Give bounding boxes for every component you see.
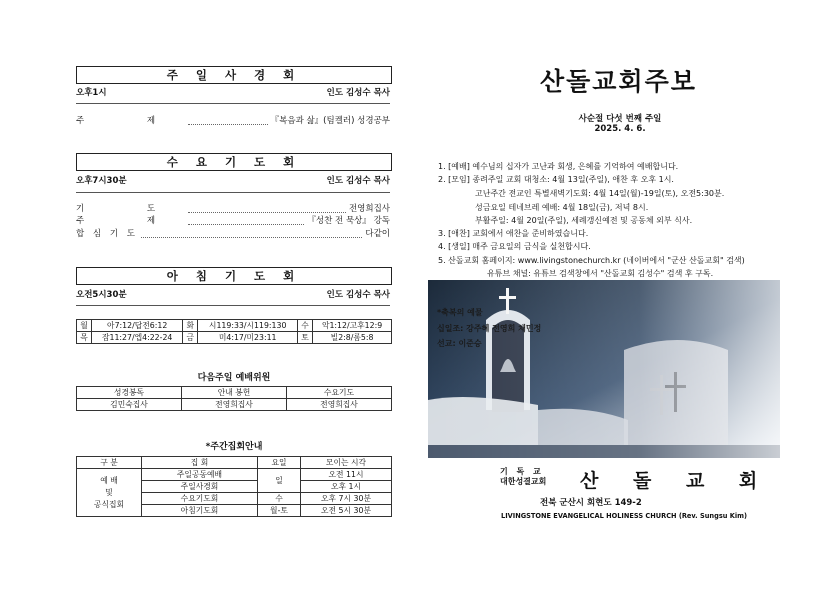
schedule-title: *주간집회안내 [205, 442, 263, 452]
church-address: 전북 군산시 회현도 149-2 [540, 498, 642, 508]
offering-line: 십일조: 강주혜 전영희 채민정 [437, 324, 542, 333]
morning-info [76, 289, 390, 301]
dot-leader [188, 206, 346, 213]
table-row [77, 320, 392, 332]
wednesday-row [76, 203, 390, 215]
wednesday-row [76, 215, 390, 227]
divider [76, 103, 390, 104]
wednesday-info [76, 175, 390, 187]
meeting-day: 일 [258, 469, 301, 493]
value-cell: 전영희집사 [287, 399, 392, 411]
meeting-time: 오후 1시 [301, 481, 392, 493]
next-week-title: 다음주일 예배위원 [197, 373, 271, 383]
header-cell: 집 회 [142, 457, 258, 469]
row-label: 기 도 [76, 204, 186, 214]
reading-cell: 빌2:8/롬5:8 [313, 332, 392, 344]
divider [76, 192, 390, 193]
topic-label: 주 제 [76, 116, 186, 126]
church-english-name: LIVINGSTONE EVANGELICAL HOLINESS CHURCH (Rev. Sungsu Kim) [501, 512, 747, 520]
meeting-name: 수요기도회 [142, 493, 258, 505]
morning-leader: 인도 김성수 목사 [326, 290, 390, 300]
row-value: 다같이 [365, 229, 390, 239]
row-label: 합 심 기 도 [76, 229, 138, 239]
table-row [77, 387, 392, 399]
bulletin-date: 2025. 4. 6. [594, 124, 646, 134]
reading-cell: 아7:12/답전6:12 [92, 320, 183, 332]
sunday-pm-info [76, 87, 390, 99]
meeting-day: 월-토 [258, 505, 301, 517]
next-week-table [76, 386, 392, 411]
denomination-bottom: 대한성결교회 [500, 477, 547, 486]
notice-item: 고난주간 전교인 특별새벽기도회: 4월 14일(월)-19일(토), 오전5:30분. [475, 189, 725, 198]
youtube-notice: 유튜브 채널: 유튜브 검색창에서 "산돌교회 김성수" 검색 후 구독. [487, 269, 714, 278]
offering-title: *축복의 예물 [437, 308, 483, 317]
morning-readings-table [76, 319, 392, 344]
denomination-top: 기 독 교 [500, 467, 544, 476]
day-cell: 월 [77, 320, 92, 332]
wednesday-heading: 수 요 기 도 회 [76, 153, 392, 171]
header-cell: 안내 봉헌 [182, 387, 287, 399]
divider [76, 305, 390, 306]
table-row [77, 332, 392, 344]
table-row [77, 469, 392, 481]
sunday-pm-heading: 주 일 사 경 회 [76, 66, 392, 84]
header-cell: 수요기도 [287, 387, 392, 399]
wednesday-leader: 인도 김성수 목사 [326, 176, 390, 186]
homepage-notice: 5. 산돌교회 홈페이지: www.livingstonechurch.kr (네이버에서 "군산 산돌교회" 검색) [438, 256, 745, 265]
reading-cell: 악1:12/고후12:9 [313, 320, 392, 332]
value-cell: 김민숙집사 [77, 399, 182, 411]
notice-item: 4. [생일] 매주 금요일의 금식을 실천합시다. [438, 242, 591, 251]
group-cell [77, 469, 142, 517]
day-cell: 수 [298, 320, 313, 332]
row-label: 주 제 [76, 216, 186, 226]
morning-time: 오전5시30분 [76, 290, 127, 300]
reading-cell: 미4:17/미23:11 [198, 332, 298, 344]
reading-cell: 잠11:27/엡4:22-24 [92, 332, 183, 344]
header-cell: 요일 [258, 457, 301, 469]
group-label: 예 배 [100, 475, 118, 485]
notice-item: 성금요일 테네브레 예배: 4월 18일(금), 저녁 8시. [475, 203, 649, 212]
table-row [77, 399, 392, 411]
meeting-name: 주일사경회 [142, 481, 258, 493]
dot-leader [141, 231, 362, 238]
meeting-time: 오전 11시 [301, 469, 392, 481]
group-label: 및 [105, 487, 113, 497]
topic-value: 『복음과 삶』(팀켈러) 성경공부 [270, 116, 390, 126]
sunday-pm-leader: 인도 김성수 목사 [326, 88, 390, 98]
wednesday-row [76, 228, 390, 240]
day-cell: 화 [183, 320, 198, 332]
liturgical-week: 사순절 다섯 번째 주일 [578, 114, 662, 124]
sunday-pm-topic-row [76, 115, 390, 127]
bulletin-title: 산돌교회주보 [540, 67, 697, 96]
church-name: 산 돌 교 회 [580, 470, 772, 492]
notice-item: 3. [애찬] 교회에서 애찬을 준비하였습니다. [438, 229, 589, 238]
schedule-table [76, 456, 392, 517]
meeting-name: 주일공동예배 [142, 469, 258, 481]
meeting-day: 수 [258, 493, 301, 505]
morning-heading: 아 침 기 도 회 [76, 267, 392, 285]
header-cell: 모이는 시각 [301, 457, 392, 469]
reading-cell: 시119:33/시119:130 [198, 320, 298, 332]
row-value: 전영희집사 [348, 204, 390, 214]
offering-line: 선교: 이준승 [437, 339, 482, 348]
day-cell: 금 [183, 332, 198, 344]
group-label: 공식집회 [93, 499, 125, 509]
day-cell: 토 [298, 332, 313, 344]
notice-item: 1. [예배] 예수님의 십자가 고난과 회생, 은혜를 기억하여 예배합니다. [438, 162, 679, 171]
table-row [77, 457, 392, 469]
dot-leader [188, 218, 304, 225]
notice-item: 부활주일: 4월 20일(주일), 세례갱신예전 및 공동체 외부 식사. [475, 216, 693, 225]
wednesday-time: 오후7시30분 [76, 176, 127, 186]
value-cell: 전영희집사 [182, 399, 287, 411]
row-value: 『성찬 전 묵상』 강독 [307, 216, 390, 226]
header-cell: 구 분 [77, 457, 142, 469]
meeting-time: 오후 7시 30분 [301, 493, 392, 505]
notice-item: 2. [모임] 종려주일 교회 대청소: 4월 13일(주일), 애찬 후 오후 1시. [438, 175, 674, 184]
header-cell: 성경봉독 [77, 387, 182, 399]
meeting-name: 아침기도회 [142, 505, 258, 517]
dot-leader [188, 118, 268, 125]
meeting-time: 오전 5시 30분 [301, 505, 392, 517]
day-cell: 목 [77, 332, 92, 344]
sunday-pm-time: 오후1시 [76, 88, 107, 98]
